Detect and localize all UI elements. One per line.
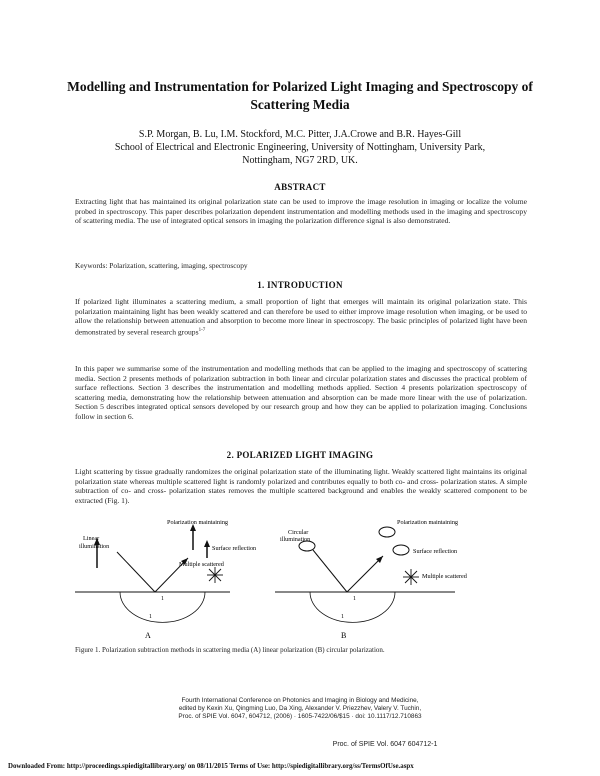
figure-1-diagram [75, 520, 527, 645]
panel-b-multiple-label: Multiple scattered [422, 573, 467, 580]
panel-b-circular-label: Circular [288, 529, 309, 536]
panel-a [75, 520, 256, 640]
abstract-text: Extracting light that has maintained its original polarization state can be used to improve the image resolution in imaging or localize the volume probed in spectroscopy. This paper describes polarization dependent instrumentation and modelling methods used in the imaging and spectroscopy of scattering media. The use of integrated optical sensors in imaging the polarization difference signal is also demonstrated. [75, 197, 527, 226]
panel-a-illumination-label: illumination [79, 543, 110, 550]
panel-a-pol-maint-label: Polarization maintaining [167, 520, 229, 526]
panel-a-incident-ray [117, 552, 155, 592]
panel-b-multiple-star [403, 569, 419, 585]
panel-a-label: A [145, 631, 151, 640]
panel-a-multiple-star [207, 567, 223, 583]
author-list: S.P. Morgan, B. Lu, I.M. Stockford, M.C. Pitter, J.A.Crowe and B.R. Hayes-Gill [138, 129, 462, 140]
section-2-paragraph-1: Light scattering by tissue gradually randomizes the original polarization state of the illuminating light. Weakly scattered light maintains its original polarization state whereas multiple scattered light is randomly polarized and contributes equally to both co- and cross- polarization states. A simple subtraction of co- and cross- polarization states removes the multiple scattered background and enables the weakly scattered component to be extracted (Fig. 1). [75, 467, 527, 505]
keywords: Keywords: Polarization, scattering, imaging, spectroscopy [75, 261, 248, 270]
panel-a-depth-number: 1 [149, 614, 152, 620]
panel-b [275, 520, 468, 640]
panel-a-number: 1 [161, 596, 164, 602]
affiliation-line-2: Nottingham, NG7 2RD, UK. [242, 155, 358, 166]
panel-b-surface-label: Surface reflection [413, 548, 458, 555]
panel-b-depth-number: 1 [341, 614, 344, 620]
intro-paragraph-2: In this paper we summarise some of the instrumentation and modelling methods that can be applied to the imaging and spectroscopy of scattering media. Section 2 presents methods of polarization subtraction in both linear and circular polarization states and discusses the practical problem of surface reflections. Section 3 describes the instrumentation and modelling methods applied. Section 4 presents polarization spectroscopy of scattering media, demonstrating how the relationship between attenuation and absorption can be made more linear with the use of polarization. Section 5 describes integrated optical sensors developed by our research group and how they can be applied to polarization imaging. Conclusions follow in section 6. [75, 364, 527, 421]
conference-line-2: edited by Kexin Xu, Qingming Luo, Da Xing, Alexander V. Priezzhev, Valery V. Tuchin, [178, 705, 422, 712]
conference-line-1: Fourth International Conference on Photonics and Imaging in Biology and Medicine, [181, 697, 419, 704]
panel-b-incident-ray [313, 550, 347, 592]
panel-b-illumination-label: illumination [280, 536, 311, 543]
proceedings-page-id: Proc. of SPIE Vol. 6047 604712-1 [332, 741, 438, 748]
panel-a-surface-arrowhead [204, 540, 210, 547]
paper-title: Modelling and Instrumentation for Polarized Light Imaging and Spectroscopy of Scattering Media [67, 79, 533, 112]
panel-b-pol-maint-icon [379, 527, 395, 537]
section-1-heading: 1. INTRODUCTION [257, 280, 343, 290]
abstract-heading: ABSTRACT [274, 182, 326, 192]
panel-b-pol-maint-label: Polarization maintaining [397, 520, 459, 526]
conference-info [140, 697, 460, 721]
conference-line-3: Proc. of SPIE Vol. 6047, 604712, (2006) · 1605-7422/06/$15 · doi: 10.1117/12.710863 [178, 713, 422, 720]
panel-a-linear-label: Linear [83, 535, 100, 542]
author-block [60, 128, 540, 167]
section-2-heading: 2. POLARIZED LIGHT IMAGING [226, 450, 374, 460]
intro-paragraph-1-text: If polarized light illuminates a scattering medium, a small proportion of light that emerges will maintain its original polarization state. This polarization maintaining light has been weakly scattered and can therefore be used to either improve image resolution when imaging, or be used to allow the relationship between attenuation and absorption to become more linear in spectroscopy. The basic principles of polarized light have been demonstrated by several research groups [75, 297, 527, 337]
intro-paragraph-1 [75, 297, 527, 337]
panel-a-multiple-label: Multiple scattered [179, 561, 224, 568]
figure-1 [75, 520, 527, 645]
panel-b-reflected-ray [347, 556, 383, 592]
intro-citation: 1-7 [198, 327, 206, 333]
affiliation-line-1: School of Electrical and Electronic Engineering, University of Nottingham, University Park, [114, 142, 486, 153]
panel-b-label: B [341, 631, 347, 640]
figure-1-caption: Figure 1. Polarization subtraction methods in scattering media (A) linear polarization (B) circular polarization. [75, 646, 385, 654]
download-footer: Downloaded From: http://proceedings.spiedigitallibrary.org/ on 08/11/2015 Terms of Use: http://spiedigitallibrary.org/ss/TermsOfUse.aspx [8, 763, 414, 770]
panel-b-surface-icon [393, 545, 409, 555]
panel-b-number: 1 [353, 596, 356, 602]
panel-a-surface-label: Surface reflection [212, 545, 257, 552]
